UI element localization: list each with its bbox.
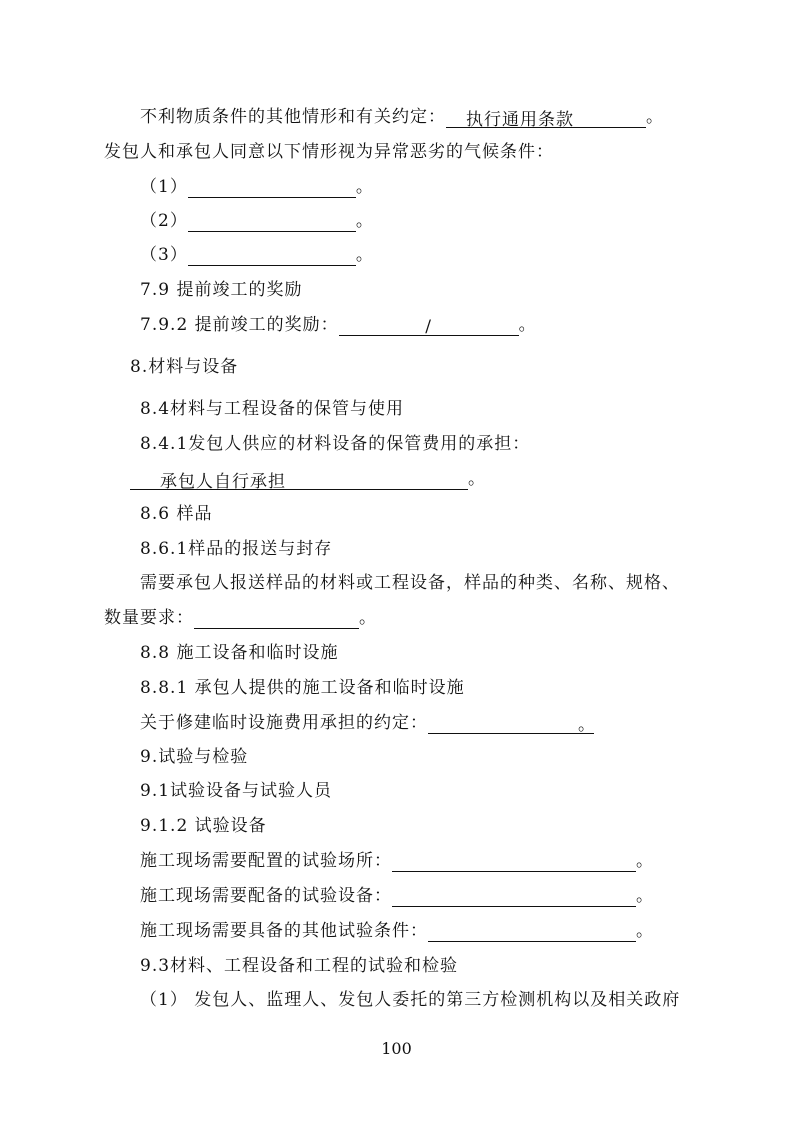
- blank-field: [130, 471, 468, 490]
- paragraph-text: （1） 发包人、监理人、发包人委托的第三方检测机构以及相关政府: [140, 990, 681, 1010]
- section-heading-9-1-2: [140, 815, 267, 837]
- line-test-equipment: [140, 885, 654, 907]
- line-7-9-2: [140, 314, 537, 336]
- section-heading-8-6-1: [140, 538, 332, 560]
- item-number: （1）: [140, 177, 188, 197]
- paragraph-text: 需要承包人报送样品的材料或工程设备，样品的种类、名称、规格、: [140, 573, 680, 593]
- period: 。: [636, 886, 654, 906]
- heading-text: 8.材料与设备: [130, 357, 239, 377]
- heading-text: 8.6.1样品的报送与封存: [140, 539, 333, 559]
- blank-field: [188, 212, 356, 232]
- period: 。: [355, 211, 374, 231]
- line-8-4-1: [140, 433, 530, 455]
- line-weather-intro: [104, 141, 554, 163]
- blank-field: [188, 178, 356, 198]
- heading-text: 9.1.2 试验设备: [140, 816, 267, 836]
- line-samples-desc: [140, 572, 680, 594]
- period: 。: [646, 107, 664, 127]
- section-heading-9-3: [140, 955, 458, 977]
- period: 。: [359, 608, 377, 628]
- page-number: 100: [381, 1039, 412, 1058]
- line-test-site: [140, 850, 654, 872]
- blank-field: [428, 714, 578, 734]
- heading-text: 9.1试验设备与试验人员: [140, 781, 333, 801]
- section-heading-8-8: [140, 642, 338, 664]
- item-number: （3）: [140, 245, 188, 265]
- period: 。: [468, 469, 486, 489]
- blank-field: [392, 852, 636, 872]
- heading-text: 8.8 施工设备和临时设施: [140, 643, 339, 663]
- blank-field: [428, 922, 636, 942]
- section-heading-7-9: [140, 279, 302, 301]
- section-heading-8: [130, 356, 238, 378]
- paragraph-text: 发包人和承包人同意以下情形视为异常恶劣的气候条件：: [104, 142, 554, 162]
- line-item-2: [140, 210, 374, 232]
- period: 。: [355, 245, 374, 265]
- blank-field: [194, 609, 359, 629]
- field-label: 数量要求：: [104, 608, 194, 628]
- field-value: 执行通用条款: [466, 110, 574, 130]
- blank-field: [392, 887, 636, 907]
- period: 。: [355, 177, 374, 197]
- blank-field: [188, 246, 356, 266]
- period: 。: [636, 921, 654, 941]
- field-label: 施工现场需要配备的试验设备：: [140, 886, 392, 906]
- field-label: 关于修建临时设施费用承担的约定：: [140, 713, 428, 733]
- line-adverse-conditions: [140, 106, 664, 128]
- section-heading-9: [140, 746, 248, 768]
- line-item-3: [140, 244, 374, 266]
- field-value: /: [425, 317, 433, 337]
- heading-text: 8.6 样品: [140, 504, 213, 524]
- period: 。: [518, 315, 537, 335]
- blank-field: [446, 109, 646, 128]
- line-9-3-item-1: [140, 989, 680, 1011]
- blank-field: [339, 316, 519, 336]
- line-8-4-1-answer: [130, 468, 486, 490]
- field-label: 施工现场需要配置的试验场所：: [140, 851, 392, 871]
- blank-field-end: [578, 714, 594, 734]
- paragraph-text: 8.4.1发包人供应的材料设备的保管费用的承担：: [140, 434, 531, 454]
- section-heading-8-6: [140, 503, 212, 525]
- line-temp-facilities: [140, 712, 594, 734]
- line-test-conditions: [140, 920, 654, 942]
- field-label: 7.9.2 提前竣工的奖励：: [140, 315, 339, 335]
- line-item-1: [140, 176, 374, 198]
- item-number: （2）: [140, 211, 188, 231]
- line-quantity: [104, 607, 377, 629]
- heading-text: 8.8.1 承包人提供的施工设备和临时设施: [140, 678, 465, 698]
- field-label: 施工现场需要具备的其他试验条件：: [140, 921, 428, 941]
- field-label: 不利物质条件的其他情形和有关约定：: [140, 107, 446, 127]
- heading-text: 8.4材料与工程设备的保管与使用: [140, 399, 405, 419]
- period: 。: [636, 851, 654, 871]
- section-heading-8-4: [140, 398, 404, 420]
- section-heading-9-1: [140, 780, 332, 802]
- heading-text: 9.3材料、工程设备和工程的试验和检验: [140, 956, 459, 976]
- field-value: 承包人自行承担: [160, 472, 286, 492]
- heading-text: 9.试验与检验: [140, 747, 249, 767]
- period: 。: [578, 715, 596, 735]
- section-heading-8-8-1: [140, 677, 465, 699]
- heading-text: 7.9 提前竣工的奖励: [140, 280, 303, 300]
